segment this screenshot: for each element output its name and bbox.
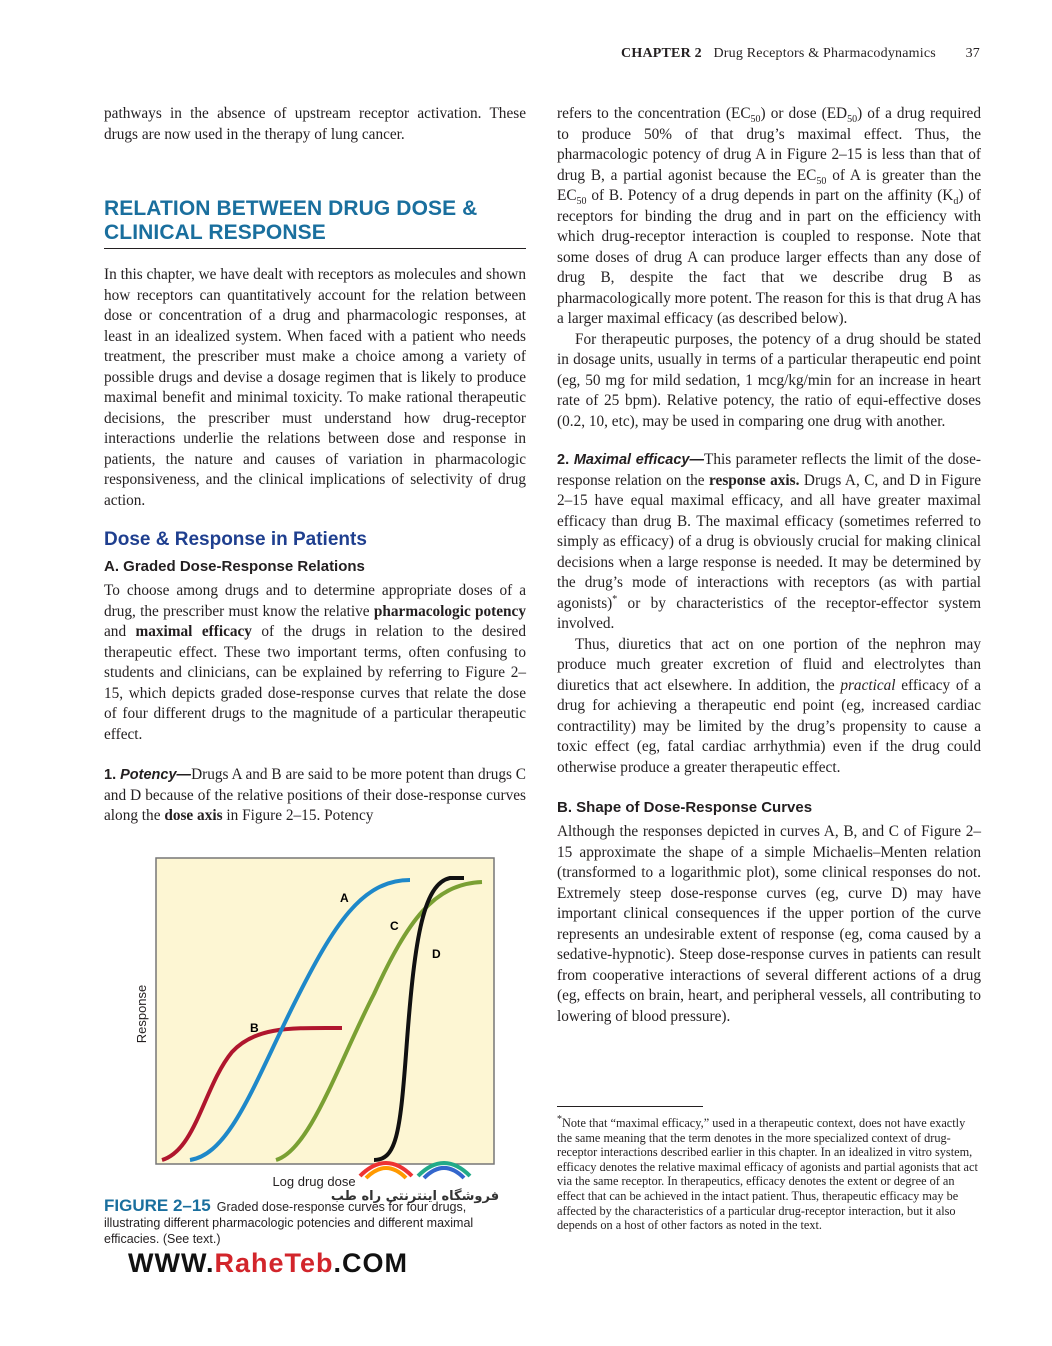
potency-continued-paragraph: refers to the concentration $(EC_{50})$ or dose $(ED_{50})$ of a drug required to produce 50% of that drug’s maximal effect. Thus, the pharmacologic potency of drug A in Figure 2–15 is less than that of drug B, a partial agonist because the $EC_{50}$ of A is greater than the $EC_{50}$ of B. Potency of a drug depends in part on the affinity $(K_d)$ of receptors for binding the drug and in part on the efficiency with which drug-receptor interaction is coupled to response. Note that some doses of drug A can produce larger effects than any dose of drug B, despite the fact that we describe drug B as pharmacologically more potent. The reason for this is that drug A has a larger maximal efficacy (as described below).: [557, 105, 981, 327]
footnote: *Note that “maximal efficacy,” used in a therapeutic context, does not have exactly the same meaning that the term denotes in the more specialized context of drug-receptor interactions described earlier in this chapter. In an idealized in vitro system, efficacy denotes the relative maximal efficacy of agonists and partial agonists that act via the same receptor. In therapeutics, efficacy denotes the extent or degree of an effect that can be achieved in the intact patient. Thus, therapeutic efficacy may be affected by the characteristics of a particular drug-receptor interaction, but it also depends on a host of other factors as noted in the text.: [557, 1113, 978, 1233]
curve-label-d: D: [432, 947, 441, 961]
subsubsection-heading-b: B. Shape of Dose-Response Curves: [557, 799, 813, 816]
right-column: [557, 104, 981, 1027]
page-number: 37: [965, 46, 980, 61]
graded-dose-paragraph: To choose among drugs and to determine appropriate doses of a drug, the prescriber must know the relative pharmacologic potency and maximal efficacy of the drugs in relation to the desired therapeutic effect. These two important terms, often confusing to students and clinicians, can be explained by referring to Figure 2–15, which depicts graded dose-response curves that relate the dose of four different drugs to the magnitude of a particular therapeutic effect.: [104, 582, 526, 743]
subsection-heading: Dose & Response in Patients: [104, 529, 367, 550]
curve-label-b: B: [250, 1021, 259, 1035]
therapeutic-potency-paragraph: For therapeutic purposes, the potency of a drug should be stated in dosage units, usually in terms of a particular therapeutic end point (eg, 50 mg for mild sedation, 1 mcg/kg/min for an increase in heart rate of 25 bpm). Relative potency, the ratio of equi-effective doses (0.2, 10, etc), may be used in comparing one drug with another.: [557, 330, 981, 430]
left-column: [104, 104, 526, 827]
dose-response-figure: [104, 854, 524, 1194]
intro-paragraph: pathways in the absence of upstream receptor activation. These drugs are now used in the therapy of lung cancer.: [104, 105, 526, 143]
watermark: WWW.RaheTeb.COM: [128, 1248, 408, 1278]
chapter-number: CHAPTER 2: [621, 46, 702, 61]
maximal-efficacy-paragraph: 2. Maximal efficacy—This parameter reflects the limit of the dose-response relation on the response axis. Drugs A, C, and D in Figure 2–15 have equal maximal efficacy, and all have greater maximal efficacy than drug B. The maximal efficacy (sometimes referred to simply as efficacy) of a drug is obviously crucial for making clinical decisions when a large response is needed. It may be determined by the drug’s mode of interactions with receptors (as with partial agonists)* or by characteristics of the receptor-effector system involved.: [557, 451, 981, 632]
running-header: [621, 46, 980, 62]
subsubsection-heading-a: A. Graded Dose-Response Relations: [104, 558, 365, 575]
chapter-title: Drug Receptors & Pharmacodynamics: [713, 46, 936, 61]
footnote-rule: [557, 1106, 703, 1107]
curve-shape-paragraph: Although the responses depicted in curves A, B, and C of Figure 2–15 approximate the shape of a simple Michaelis–Menten relation (transformed to a logarithmic plot), some clinical responses do not. Extremely steep dose-response curves (eg, curve D) may have important clinical consequences if the upper portion of the curve represents an undesirable extent of response (eg, coma caused by a sedative-hypnotic). Steep dose-response curves in patients can result from cooperative interactions of several different actions of a drug (eg, effects on brain, heart, and peripheral vessels, all contributing to lowering of blood pressure).: [557, 823, 981, 1025]
section-heading: RELATION BETWEEN DRUG DOSE & CLINICAL RESPONSE: [104, 197, 526, 249]
figure-caption-text: Graded dose-response curves for four drugs, illustrating different pharmacologic potencies and different maximal efficacies. (See text.): [104, 1200, 474, 1246]
figure-label: FIGURE 2–15: [104, 1196, 211, 1215]
watermark-logo: [330, 1148, 500, 1208]
curve-label-a: A: [340, 891, 349, 905]
x-axis-label: Log drug dose: [272, 1174, 356, 1189]
plot-area: [156, 858, 494, 1164]
watermark-logo-text: فروشگاه اینترنتی راه طب: [330, 1189, 500, 1204]
diuretics-paragraph: Thus, diuretics that act on one portion of the nephron may produce much greater excretion of fluid and electrolytes than diuretics that act elsewhere. In addition, the practical efficacy of a drug for achieving a therapeutic end point (eg, increased cardiac contractility) may be limited by the drug’s propensity to cause a toxic effect (eg, fatal cardiac arrhythmia) even if the drug could otherwise produce a greater therapeutic effect.: [557, 635, 981, 776]
potency-paragraph: 1. Potency—Drugs A and B are said to be more potent than drugs C and D because of the relative positions of their dose-response curves along the dose axis in Figure 2–15. Potency: [104, 766, 526, 824]
y-axis-label: Response: [134, 984, 149, 1044]
section-paragraph: In this chapter, we have dealt with receptors as molecules and shown how receptors can quantitatively account for the relation between dose or concentration of a drug and pharmacologic responses, at least in an idealized system. When faced with a patient who needs treatment, the prescriber must make a choice among a variety of possible drugs and devise a dosage regimen that is likely to produce maximal benefit and minimal toxicity. To make rational therapeutic decisions, the prescriber must understand how drug-receptor interactions underlie the relations between dose and response in patients, the nature and causes of variation in pharmacologic responsiveness, and the clinical implications of selectivity of drug action.: [104, 266, 526, 509]
curve-label-c: C: [390, 919, 399, 933]
